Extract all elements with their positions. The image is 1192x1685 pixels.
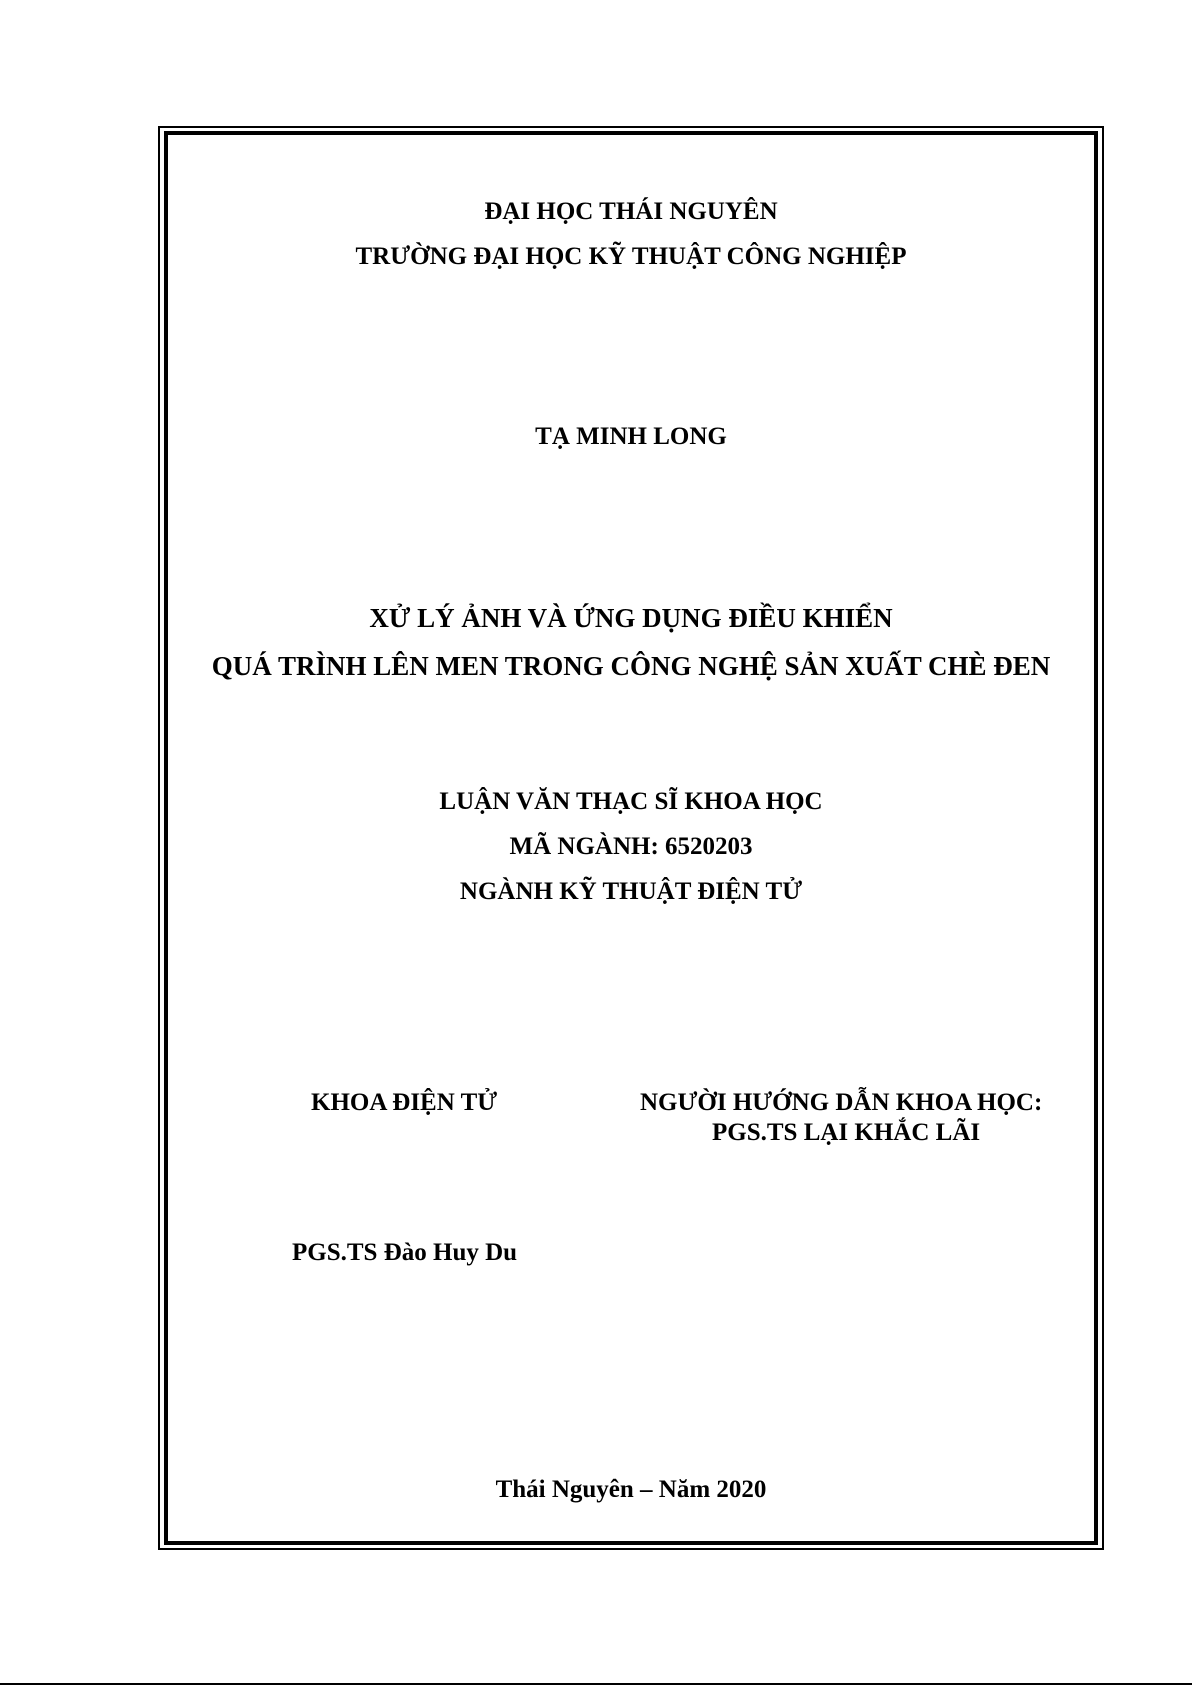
school-name: TRƯỜNG ĐẠI HỌC KỸ THUẬT CÔNG NGHIỆP xyxy=(355,243,907,270)
faculty-label: KHOA ĐIỆN TỬ xyxy=(311,1089,498,1116)
major-name: NGÀNH KỸ THUẬT ĐIỆN TỬ xyxy=(459,878,803,905)
degree-type: LUẬN VĂN THẠC SĨ KHOA HỌC xyxy=(439,788,823,815)
major-code: MÃ NGÀNH: 6520203 xyxy=(509,833,753,860)
university-name: ĐẠI HỌC THÁI NGUYÊN xyxy=(484,198,778,225)
supervisor-label: NGƯỜI HƯỚNG DẪN KHOA HỌC: xyxy=(640,1089,1043,1116)
place-and-year: Thái Nguyên – Năm 2020 xyxy=(495,1476,767,1503)
thesis-title-line-2: QUÁ TRÌNH LÊN MEN TRONG CÔNG NGHỆ SẢN XUẤT CHÈ ĐEN xyxy=(211,651,1051,681)
thesis-title-line-1: XỬ LÝ ẢNH VÀ ỨNG DỤNG ĐIỀU KHIỂN xyxy=(369,603,893,633)
faculty-head-name: PGS.TS Đào Huy Du xyxy=(292,1239,518,1266)
supervisor-name: PGS.TS LẠI KHẮC LÃI xyxy=(712,1119,981,1146)
author-name: TẠ MINH LONG xyxy=(535,423,727,450)
